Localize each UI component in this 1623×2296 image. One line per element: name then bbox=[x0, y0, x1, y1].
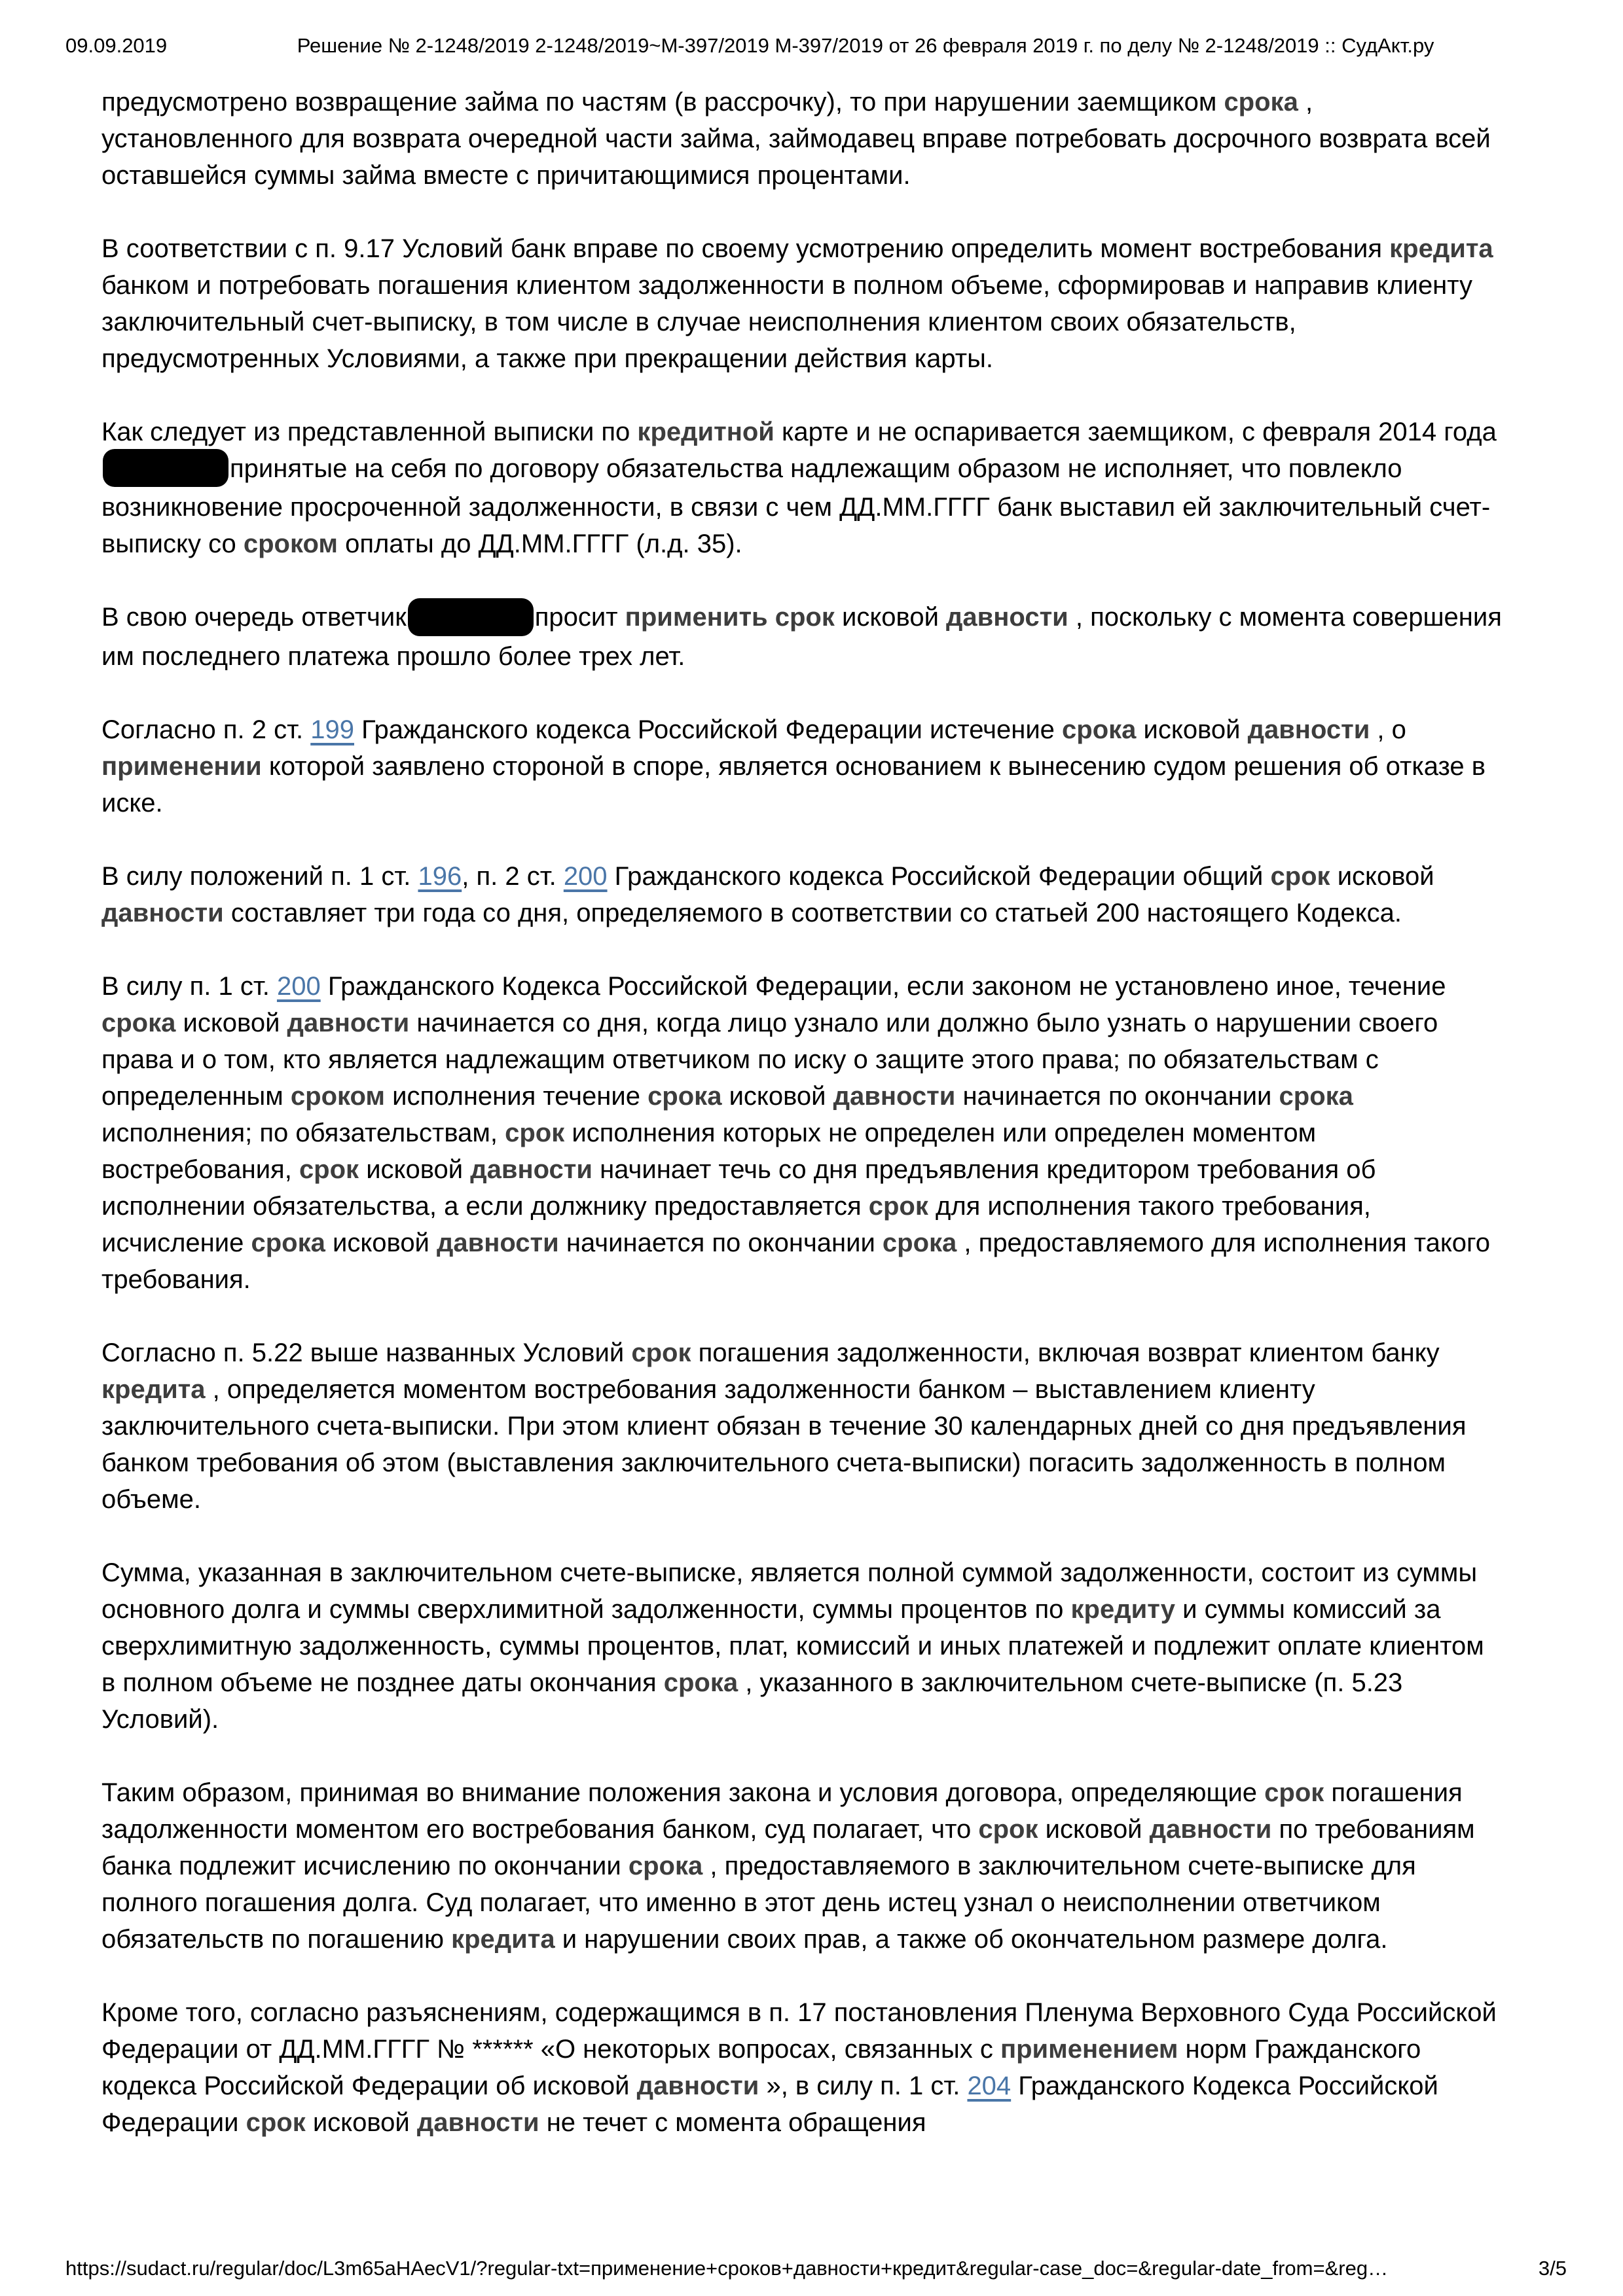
highlighted-term: давности bbox=[1149, 1814, 1272, 1844]
text-run: Таким образом, принимая во внимание положения закона и условия договора, определяющие bbox=[101, 1778, 1265, 1807]
statute-link[interactable]: 200 bbox=[276, 971, 321, 1001]
text-run: В соответствии с п. 9.17 Условий банк вправе по своему усмотрению определить момент востребования bbox=[101, 234, 1390, 263]
paragraph bbox=[101, 1774, 1503, 1958]
text-run: Гражданского Кодекса Российской Федерации bbox=[101, 2071, 1438, 2137]
highlighted-term: давности bbox=[101, 898, 224, 927]
paragraph bbox=[101, 1994, 1503, 2141]
text-run: предусмотрено возвращение займа по частям (в рассрочку), то при нарушении заемщиком bbox=[101, 88, 1224, 117]
text-run: исполнения которых не определен или определен моментом востребования, bbox=[101, 1118, 1317, 1184]
statute-link[interactable]: 200 bbox=[563, 861, 608, 891]
text-run: и нарушении своих прав, а также об окончательном размере долга. bbox=[555, 1924, 1388, 1954]
text-run: Гражданского кодекса Российской Федерации общий bbox=[607, 861, 1271, 891]
text-run: , установленного для возврата очередной части займа, займодавец вправе потребовать досрочного возврата всей оставшейся суммы займа вместе с причитающимися процентами. bbox=[101, 88, 1491, 190]
highlighted-term: давности bbox=[1247, 715, 1370, 744]
paragraph bbox=[101, 968, 1503, 1298]
paragraph bbox=[101, 230, 1503, 377]
text-run: Согласно п. 5.22 выше названных Условий bbox=[101, 1338, 632, 1367]
paragraph bbox=[101, 858, 1503, 931]
text-run: банком и потребовать погашения клиентом задолженности в полном объеме, сформировав и направив клиенту заключительный счет-выписку, в том числе в случае неисполнения клиентом своих обязательств, предусмотренных Условиями, а также при прекращении действия карты. bbox=[101, 271, 1473, 373]
highlighted-term: применить срок bbox=[625, 603, 835, 632]
highlighted-term: давности bbox=[946, 603, 1068, 632]
text-run: по требованиям банка подлежит исчислению по окончании bbox=[101, 1814, 1475, 1880]
text-run: оплаты до ДД.ММ.ГГГГ (л.д. 35). bbox=[337, 529, 742, 559]
text-run: исполнения течение bbox=[385, 1081, 648, 1111]
highlighted-term: кредита bbox=[451, 1924, 555, 1954]
highlighted-term: давности bbox=[416, 2108, 539, 2137]
highlighted-term: срока bbox=[628, 1851, 703, 1880]
text-run: составляет три года со дня, определяемого в соответствии со статьей 200 настоящего Кодекса. bbox=[223, 898, 1402, 927]
highlighted-term: срока bbox=[647, 1081, 722, 1111]
text-run: начинает течь со дня предъявления кредитором требования об исполнении обязательства, а если должнику предоставляется bbox=[101, 1155, 1376, 1221]
text-run: просит bbox=[534, 603, 625, 632]
paragraph bbox=[101, 414, 1503, 562]
highlighted-term: срока bbox=[1062, 715, 1137, 744]
highlighted-term: сроком bbox=[290, 1081, 386, 1111]
text-run: », в силу п. 1 ст. bbox=[759, 2071, 968, 2100]
text-run: В свою очередь ответчик bbox=[101, 603, 407, 632]
text-run: для исполнения такого требования, исчисление bbox=[101, 1191, 1371, 1257]
highlighted-term: кредита bbox=[1389, 234, 1493, 263]
highlighted-term: применении bbox=[101, 751, 262, 781]
text-run: В силу п. 1 ст. bbox=[101, 971, 277, 1001]
paragraph bbox=[101, 1554, 1503, 1738]
statute-link[interactable]: 196 bbox=[418, 861, 462, 891]
highlighted-term: срок bbox=[978, 1814, 1038, 1844]
text-run: , определяется моментом востребования задолженности банком – выставлением клиенту заключительного счета-выписки. При этом клиент обязан в течение 30 календарных дней со дня предъявления банком требования об этом (выставления заключительного счета-выписки) погасить задолженность в полном объеме. bbox=[101, 1374, 1467, 1514]
text-run: которой заявлено стороной в споре, является основанием к вынесению судом решения об отказе в иске. bbox=[101, 751, 1486, 817]
page-title: Решение № 2-1248/2019 2-1248/2019~М-397/2019 М-397/2019 от 26 февраля 2019 г. по делу № 2-1248/2019 :: СудАкт.ру bbox=[297, 34, 1434, 57]
paragraph bbox=[101, 711, 1503, 821]
text-run: , предоставляемого для исполнения такого требования. bbox=[101, 1228, 1490, 1294]
text-run: исковой bbox=[834, 603, 947, 632]
text-run: начинается по окончании bbox=[558, 1228, 883, 1257]
highlighted-term: применением bbox=[1000, 2034, 1178, 2064]
redaction-box bbox=[103, 449, 228, 487]
footer-url: https://sudact.ru/regular/doc/L3m65aHAecV1/?regular-txt=применение+сроков+давности+кредит&regular-case_doc=&regular-date_from=&reg… bbox=[65, 2257, 1389, 2280]
text-run: , п. 2 ст. bbox=[462, 861, 564, 891]
highlighted-term: срока bbox=[101, 1008, 176, 1037]
statute-link[interactable]: 199 bbox=[310, 715, 354, 744]
text-run: норм Гражданского кодекса Российской Федерации об исковой bbox=[101, 2034, 1421, 2100]
statute-link[interactable]: 204 bbox=[967, 2071, 1012, 2100]
text-run: погашения задолженности, включая возврат клиентом банку bbox=[691, 1338, 1440, 1367]
highlighted-term: кредита bbox=[101, 1374, 206, 1404]
highlighted-term: срок bbox=[246, 2108, 306, 2137]
text-run: Как следует из представленной выписки по bbox=[101, 418, 638, 446]
print-header bbox=[65, 33, 1564, 59]
print-date: 09.09.2019 bbox=[65, 34, 168, 57]
text-run: исковой bbox=[359, 1155, 471, 1184]
text-run: исковой bbox=[721, 1081, 833, 1111]
text-run: Сумма, указанная в заключительном счете-выписке, является полной суммой задолженности, состоит из суммы основного долга и суммы сверхлимитной задолженности, суммы процентов по bbox=[101, 1558, 1478, 1624]
text-run: , о bbox=[1370, 715, 1406, 744]
highlighted-term: кредитной bbox=[637, 418, 775, 446]
text-run: исковой bbox=[175, 1008, 287, 1037]
highlighted-term: давности bbox=[287, 1008, 410, 1037]
text-run: Гражданского кодекса Российской Федерации истечение bbox=[354, 715, 1063, 744]
highlighted-term: давности bbox=[636, 2071, 759, 2100]
text-run: исполнения; по обязательствам, bbox=[101, 1118, 505, 1147]
text-run: , предоставляемого в заключительном счете-выписке для полного погашения долга. Суд полагает, что именно в этот день истец узнал о неисполнении ответчиком обязательств по погашению bbox=[101, 1851, 1416, 1954]
highlighted-term: срока bbox=[251, 1228, 325, 1257]
text-run: не течет с момента обращения bbox=[539, 2108, 926, 2137]
text-run: Гражданского Кодекса Российской Федерации, если законом не установлено иное, течение bbox=[320, 971, 1446, 1001]
text-run: принятые на себя по договору обязательства надлежащим образом не исполняет, что повлекло возникновение просроченной задолженности, в связи с чем ДД.ММ.ГГГГ банк выставил ей заключительный счет-выписку со bbox=[101, 454, 1491, 559]
highlighted-term: срока bbox=[663, 1668, 739, 1697]
highlighted-term: срок bbox=[505, 1118, 565, 1147]
highlighted-term: срок bbox=[631, 1338, 691, 1367]
text-run: исковой bbox=[305, 2108, 417, 2137]
highlighted-term: срок bbox=[1264, 1778, 1324, 1807]
document-body bbox=[101, 84, 1503, 2178]
highlighted-term: давности bbox=[437, 1228, 559, 1257]
text-run: Согласно п. 2 ст. bbox=[101, 715, 311, 744]
highlighted-term: срок bbox=[1270, 861, 1330, 891]
page-number: 3/5 bbox=[1538, 2257, 1567, 2280]
text-run: исковой bbox=[1330, 861, 1434, 891]
text-run: и суммы комиссий за сверхлимитную задолженность, суммы процентов, плат, комиссий и иных платежей и подлежит оплате клиентом в полном объеме не позднее даты окончания bbox=[101, 1594, 1484, 1697]
paragraph bbox=[101, 1335, 1503, 1518]
highlighted-term: срока bbox=[882, 1228, 957, 1257]
text-run: карте и не оспаривается заемщиком, с февраля 2014 года bbox=[774, 418, 1497, 446]
text-run: начинается со дня, когда лицо узнало или должно было узнать о нарушении своего права и о том, кто является надлежащим ответчиком по иску о защите этого права; по обязательствам с определенным bbox=[101, 1008, 1438, 1111]
text-run: исковой bbox=[1136, 715, 1248, 744]
paragraph bbox=[101, 599, 1503, 674]
highlighted-term: кредиту bbox=[1070, 1594, 1176, 1624]
text-run: исковой bbox=[1038, 1814, 1150, 1844]
text-run: начинается по окончании bbox=[955, 1081, 1279, 1111]
print-footer bbox=[65, 2255, 1567, 2282]
highlighted-term: сроком bbox=[243, 529, 338, 559]
paragraph bbox=[101, 84, 1503, 194]
text-run: исковой bbox=[325, 1228, 437, 1257]
highlighted-term: срок bbox=[868, 1191, 928, 1221]
highlighted-term: давности bbox=[470, 1155, 593, 1184]
text-run: В силу положений п. 1 ст. bbox=[101, 861, 418, 891]
text-run: Кроме того, согласно разъяснениям, содержащимся в п. 17 постановления Пленума Верховного Суда Российской Федерации от ДД.ММ.ГГГГ № ****** «О некоторых вопросах, связанных с bbox=[101, 1998, 1497, 2064]
highlighted-term: давности bbox=[833, 1081, 956, 1111]
highlighted-term: срока bbox=[1224, 88, 1298, 117]
redaction-box bbox=[408, 598, 534, 636]
text-run: погашения задолженности моментом его востребования банком, суд полагает, что bbox=[101, 1778, 1463, 1844]
text-run: , поскольку с момента совершения им последнего платежа прошло более трех лет. bbox=[101, 603, 1502, 671]
text-run: , указанного в заключительном счете-выписке (п. 5.23 Условий). bbox=[101, 1668, 1403, 1734]
highlighted-term: срока bbox=[1279, 1081, 1353, 1111]
highlighted-term: срок bbox=[299, 1155, 359, 1184]
